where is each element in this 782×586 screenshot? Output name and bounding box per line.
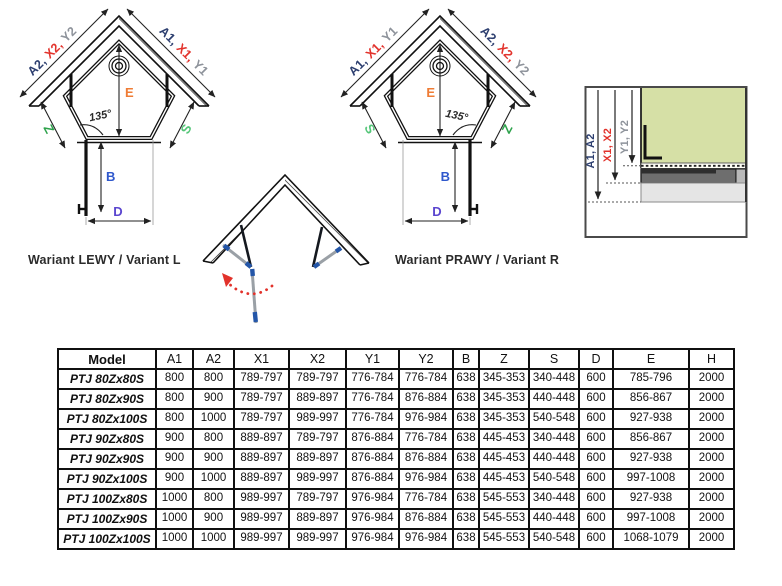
value-cell: 1000 [156, 529, 193, 549]
value-cell: 900 [156, 429, 193, 449]
value-cell: 989-997 [289, 529, 346, 549]
value-cell: 889-897 [289, 389, 346, 409]
dim-d [403, 140, 470, 225]
detail-label-y: Y1, Y2 [619, 119, 631, 155]
column-header-y1: Y1 [346, 349, 399, 369]
dim-line-left-wall [20, 9, 108, 97]
wall-dim-label-right: A2, X2, Y2 [477, 23, 533, 79]
value-cell: 638 [453, 529, 479, 549]
model-cell: PTJ 80Zx80S [58, 369, 156, 389]
dim-label-e: E [426, 85, 435, 100]
variant-l-caption: Wariant LEWY / Variant L [28, 253, 181, 267]
value-cell: 976-984 [399, 409, 453, 429]
dim-d [86, 140, 153, 225]
value-cell: 800 [193, 489, 234, 509]
wall-dim-label-left: A1, X1, Y1 [345, 23, 401, 79]
value-cell: 900 [156, 449, 193, 469]
value-cell: 1000 [156, 489, 193, 509]
dim-label-d: D [113, 204, 123, 219]
value-cell: 1068-1079 [613, 529, 689, 549]
column-header-h: H [689, 349, 734, 369]
value-cell: 900 [193, 389, 234, 409]
value-cell: 1000 [156, 509, 193, 529]
value-cell: 889-897 [234, 429, 289, 449]
value-cell: 800 [156, 409, 193, 429]
wall-dim-label-right: A1, X1, Y1 [156, 23, 212, 79]
dim-label-s: S [361, 121, 379, 137]
value-cell: 1000 [193, 529, 234, 549]
wall-band [203, 175, 369, 265]
table-row [58, 469, 734, 489]
value-cell: 2000 [689, 509, 734, 529]
column-header-z: Z [479, 349, 529, 369]
spec-table [57, 348, 735, 550]
column-header-a2: A2 [193, 349, 234, 369]
model-cell: PTJ 90Zx90S [58, 449, 156, 469]
model-cell: PTJ 100Zx100S [58, 529, 156, 549]
value-cell: 789-797 [289, 429, 346, 449]
value-cell: 540-548 [529, 469, 579, 489]
value-cell: 600 [579, 429, 613, 449]
value-cell: 800 [193, 369, 234, 389]
column-header-b: B [453, 349, 479, 369]
value-cell: 345-353 [479, 389, 529, 409]
table-row [58, 429, 734, 449]
value-cell: 876-884 [399, 389, 453, 409]
column-header-s: S [529, 349, 579, 369]
tray-frame-step [641, 169, 716, 174]
value-cell: 445-453 [479, 469, 529, 489]
value-cell: 776-784 [399, 429, 453, 449]
dim-label-z: Z [40, 121, 58, 136]
value-cell: 927-938 [613, 489, 689, 509]
dim-label-b: B [106, 169, 116, 184]
value-cell: 776-784 [399, 369, 453, 389]
value-cell: 976-984 [346, 529, 399, 549]
value-cell: 989-997 [234, 489, 289, 509]
door-swing-diagram [193, 165, 378, 340]
value-cell: 2000 [689, 529, 734, 549]
value-cell: 997-1008 [613, 509, 689, 529]
value-cell: 800 [156, 389, 193, 409]
value-cell: 889-897 [234, 469, 289, 489]
value-cell: 440-448 [529, 449, 579, 469]
column-header-x2: X2 [289, 349, 346, 369]
value-cell: 856-867 [613, 429, 689, 449]
value-cell: 600 [579, 489, 613, 509]
angle-label: 135° [87, 107, 113, 125]
value-cell: 789-797 [289, 369, 346, 389]
value-cell: 2000 [689, 469, 734, 489]
value-cell: 776-784 [399, 489, 453, 509]
dim-label-s: S [177, 121, 195, 137]
value-cell: 989-997 [289, 409, 346, 429]
value-cell: 600 [579, 409, 613, 429]
model-cell: PTJ 80Zx100S [58, 409, 156, 429]
column-header-d: D [579, 349, 613, 369]
table-row [58, 529, 734, 549]
value-cell: 927-938 [613, 449, 689, 469]
dim-b [101, 142, 115, 212]
angle-label: 135° [444, 107, 470, 125]
value-cell: 600 [579, 449, 613, 469]
value-cell: 976-984 [399, 529, 453, 549]
value-cell: 638 [453, 449, 479, 469]
value-cell: 989-997 [234, 509, 289, 529]
value-cell: 638 [453, 429, 479, 449]
wall-dim-label-left: A2, X2, Y2 [24, 23, 80, 79]
value-cell: 445-453 [479, 449, 529, 469]
dim-label-z: Z [498, 121, 516, 136]
dim-b [441, 142, 455, 212]
value-cell: 638 [453, 509, 479, 529]
dim-label-e: E [125, 85, 134, 100]
value-cell: 2000 [689, 409, 734, 429]
tray-frame-cap [736, 169, 746, 183]
value-cell: 600 [579, 389, 613, 409]
value-cell: 600 [579, 529, 613, 549]
value-cell: 2000 [689, 369, 734, 389]
value-cell: 445-453 [479, 429, 529, 449]
open-door [470, 140, 477, 216]
value-cell: 776-784 [346, 409, 399, 429]
model-cell: PTJ 90Zx100S [58, 469, 156, 489]
table-body [58, 369, 734, 549]
value-cell: 776-784 [346, 389, 399, 409]
value-cell: 976-984 [346, 509, 399, 529]
table-header-row [58, 349, 734, 369]
column-header-x1: X1 [234, 349, 289, 369]
value-cell: 789-797 [234, 369, 289, 389]
dim-line-right-wall [127, 9, 215, 97]
value-cell: 340-448 [529, 429, 579, 449]
hinge-icons [224, 246, 341, 323]
value-cell: 776-784 [346, 369, 399, 389]
model-cell: PTJ 80Zx90S [58, 389, 156, 409]
profile-detail-diagram [584, 85, 750, 240]
value-cell: 545-553 [479, 489, 529, 509]
value-cell: 976-984 [346, 489, 399, 509]
value-cell: 540-548 [529, 409, 579, 429]
value-cell: 638 [453, 489, 479, 509]
value-cell: 1000 [193, 469, 234, 489]
dim-z [491, 102, 516, 148]
value-cell: 345-353 [479, 369, 529, 389]
table-row [58, 409, 734, 429]
variant-r-caption: Wariant PRAWY / Variant R [395, 253, 560, 267]
value-cell: 889-897 [234, 449, 289, 469]
dim-e [119, 45, 134, 136]
table-row [58, 489, 734, 509]
value-cell: 927-938 [613, 409, 689, 429]
glass-edge-strip [641, 163, 746, 169]
dim-s [170, 102, 195, 148]
value-cell: 876-884 [346, 469, 399, 489]
open-door [79, 140, 86, 216]
dim-z [40, 102, 65, 148]
model-cell: PTJ 100Zx80S [58, 489, 156, 509]
value-cell: 2000 [689, 429, 734, 449]
value-cell: 789-797 [234, 389, 289, 409]
value-cell: 889-897 [289, 449, 346, 469]
value-cell: 1000 [193, 409, 234, 429]
value-cell: 989-997 [289, 469, 346, 489]
table-row [58, 509, 734, 529]
value-cell: 2000 [689, 489, 734, 509]
value-cell: 800 [193, 429, 234, 449]
value-cell: 638 [453, 389, 479, 409]
value-cell: 340-448 [529, 369, 579, 389]
dim-line-left-wall [341, 9, 429, 97]
variant-l-diagram [15, 4, 220, 272]
value-cell: 785-796 [613, 369, 689, 389]
value-cell: 2000 [689, 389, 734, 409]
column-header-model: Model [58, 349, 156, 369]
value-cell: 989-997 [234, 529, 289, 549]
value-cell: 876-884 [346, 429, 399, 449]
table-row [58, 369, 734, 389]
value-cell: 540-548 [529, 529, 579, 549]
value-cell: 440-448 [529, 389, 579, 409]
dim-label-d: D [432, 204, 442, 219]
table-row [58, 449, 734, 469]
angle-135 [444, 108, 476, 135]
dim-label-b: B [440, 169, 450, 184]
detail-label-a: A1, A2 [585, 133, 597, 169]
value-cell: 638 [453, 409, 479, 429]
column-header-a1: A1 [156, 349, 193, 369]
value-cell: 856-867 [613, 389, 689, 409]
wall-section [641, 88, 746, 163]
value-cell: 789-797 [234, 409, 289, 429]
floor-slab [641, 183, 746, 202]
value-cell: 545-553 [479, 529, 529, 549]
value-cell: 789-797 [289, 489, 346, 509]
swing-arc [222, 273, 272, 294]
value-cell: 545-553 [479, 509, 529, 529]
column-header-y2: Y2 [399, 349, 453, 369]
model-cell: PTJ 90Zx80S [58, 429, 156, 449]
value-cell: 600 [579, 509, 613, 529]
value-cell: 2000 [689, 449, 734, 469]
detail-label-x: X1, X2 [602, 127, 614, 163]
value-cell: 600 [579, 369, 613, 389]
value-cell: 345-353 [479, 409, 529, 429]
value-cell: 889-897 [289, 509, 346, 529]
value-cell: 876-884 [399, 509, 453, 529]
value-cell: 638 [453, 369, 479, 389]
value-cell: 976-984 [399, 469, 453, 489]
model-cell: PTJ 100Zx90S [58, 509, 156, 529]
dim-line-right-wall [448, 9, 536, 97]
value-cell: 638 [453, 469, 479, 489]
door-handle-icon [255, 312, 256, 322]
value-cell: 600 [579, 469, 613, 489]
value-cell: 900 [193, 449, 234, 469]
value-cell: 997-1008 [613, 469, 689, 489]
value-cell: 876-884 [399, 449, 453, 469]
value-cell: 440-448 [529, 509, 579, 529]
value-cell: 800 [156, 369, 193, 389]
value-cell: 900 [193, 509, 234, 529]
dim-s [361, 102, 386, 148]
value-cell: 340-448 [529, 489, 579, 509]
column-header-e: E [613, 349, 689, 369]
value-cell: 876-884 [346, 449, 399, 469]
value-cell: 900 [156, 469, 193, 489]
table-row [58, 389, 734, 409]
